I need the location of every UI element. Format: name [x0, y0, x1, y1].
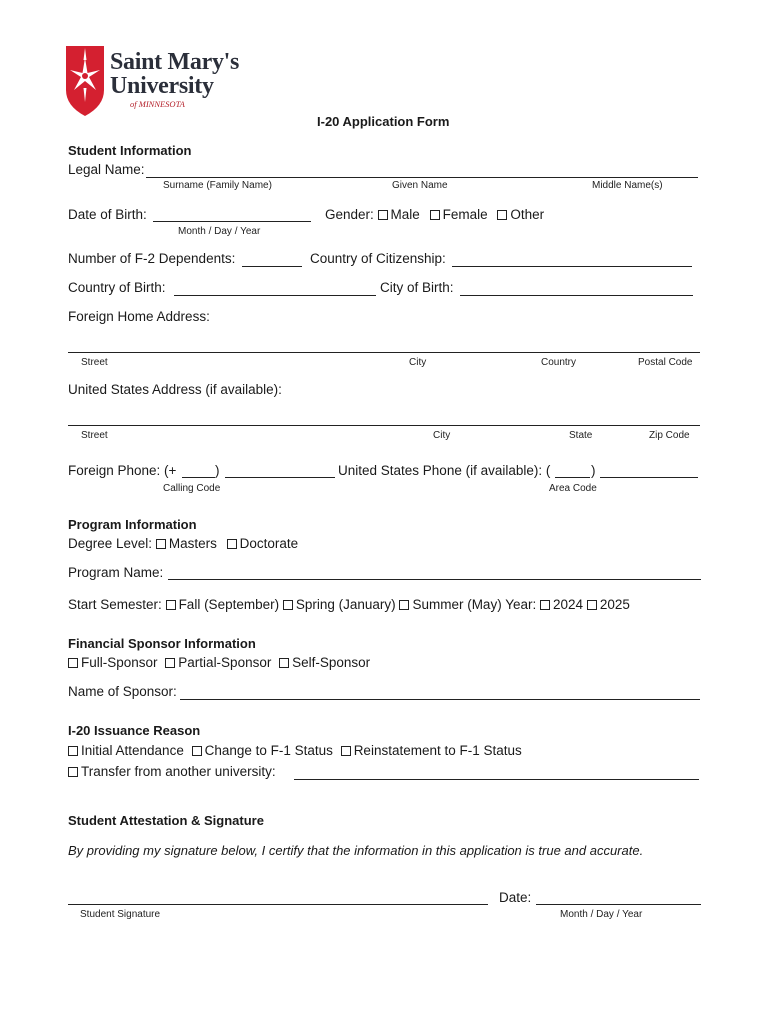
foreign-street-caption: Street	[81, 357, 108, 368]
checkbox-box[interactable]	[378, 210, 388, 220]
gender-female-checkbox[interactable]: Female	[430, 207, 488, 222]
us-city-caption: City	[433, 430, 451, 441]
form-title: I-20 Application Form	[317, 114, 450, 129]
dob-caption: Month / Day / Year	[178, 226, 261, 237]
issuance-group	[68, 743, 522, 758]
foreign-address-label: Foreign Home Address:	[68, 309, 210, 324]
student-info-heading: Student Information	[68, 143, 192, 158]
checkbox-box[interactable]	[68, 658, 78, 668]
foreign-phone-close: )	[215, 463, 220, 478]
checkbox-box[interactable]	[399, 600, 409, 610]
gender-male-checkbox[interactable]: Male	[378, 207, 420, 222]
logo-line2: University	[110, 73, 214, 99]
foreign-address-field[interactable]	[68, 352, 700, 353]
transfer-university-field[interactable]	[294, 779, 699, 780]
partial-sponsor-checkbox[interactable]: Partial-Sponsor	[165, 655, 271, 670]
birth-city-label: City of Birth:	[380, 280, 454, 295]
checkbox-box[interactable]	[68, 746, 78, 756]
semester-group	[68, 597, 630, 612]
checkbox-box[interactable]	[341, 746, 351, 756]
foreign-phone-field[interactable]	[225, 477, 335, 478]
degree-masters-checkbox[interactable]: Masters	[156, 536, 217, 551]
citizenship-label: Country of Citizenship:	[310, 251, 446, 266]
checkbox-box[interactable]	[192, 746, 202, 756]
us-address-field[interactable]	[68, 425, 700, 426]
sponsor-heading: Financial Sponsor Information	[68, 636, 256, 651]
full-sponsor-checkbox[interactable]: Full-Sponsor	[68, 655, 158, 670]
us-street-caption: Street	[81, 430, 108, 441]
birth-country-label: Country of Birth:	[68, 280, 166, 295]
legal-name-label: Legal Name:	[68, 162, 145, 177]
checkbox-box[interactable]	[497, 210, 507, 220]
checkbox-box[interactable]	[156, 539, 166, 549]
area-code-field[interactable]	[555, 477, 590, 478]
middle-name-caption: Middle Name(s)	[592, 180, 663, 191]
shield-star-icon	[66, 46, 104, 116]
reinstatement-checkbox[interactable]: Reinstatement to F-1 Status	[341, 743, 522, 758]
date-field[interactable]	[536, 904, 701, 905]
birth-city-field[interactable]	[460, 295, 693, 296]
foreign-postal-caption: Postal Code	[638, 357, 693, 368]
dependents-label: Number of F-2 Dependents:	[68, 251, 236, 266]
attestation-heading: Student Attestation & Signature	[68, 813, 264, 828]
signature-field[interactable]	[68, 904, 488, 905]
calling-code-field[interactable]	[182, 477, 215, 478]
transfer-checkbox[interactable]: Transfer from another university:	[68, 764, 276, 779]
sponsor-name-label: Name of Sponsor:	[68, 684, 177, 699]
birth-country-field[interactable]	[174, 295, 376, 296]
sponsor-name-field[interactable]	[180, 699, 700, 700]
date-caption: Month / Day / Year	[560, 909, 643, 920]
gender-other-checkbox[interactable]: Other	[497, 207, 544, 222]
dob-label: Date of Birth:	[68, 207, 147, 222]
issuance-heading: I-20 Issuance Reason	[68, 723, 201, 738]
checkbox-box[interactable]	[283, 600, 293, 610]
logo-line1: Saint Mary's	[110, 49, 240, 75]
checkbox-box[interactable]	[166, 600, 176, 610]
checkbox-box[interactable]	[540, 600, 550, 610]
logo-line3: of MINNESOTA	[130, 99, 185, 109]
degree-label: Degree Level:	[68, 536, 153, 551]
gender-group	[325, 207, 544, 222]
program-info-heading: Program Information	[68, 517, 197, 532]
us-phone-close: )	[591, 463, 596, 478]
signature-caption: Student Signature	[80, 909, 161, 920]
us-zip-caption: Zip Code	[649, 430, 690, 441]
program-name-label: Program Name:	[68, 565, 164, 580]
checkbox-box[interactable]	[279, 658, 289, 668]
year-label: Year:	[505, 597, 537, 612]
university-logo	[66, 46, 266, 118]
checkbox-box[interactable]	[430, 210, 440, 220]
sponsor-group	[68, 655, 370, 670]
checkbox-box[interactable]	[68, 767, 78, 777]
dependents-field[interactable]	[242, 266, 302, 267]
semester-fall-checkbox[interactable]: Fall (September)	[166, 597, 280, 612]
us-phone-field[interactable]	[600, 477, 698, 478]
semester-summer-checkbox[interactable]: Summer (May)	[399, 597, 501, 612]
foreign-country-caption: Country	[541, 357, 577, 368]
semester-spring-checkbox[interactable]: Spring (January)	[283, 597, 396, 612]
semester-label: Start Semester:	[68, 597, 162, 612]
attestation-statement: By providing my signature below, I certify that the information in this application is true and accurate.	[68, 843, 644, 858]
us-address-label: United States Address (if available):	[68, 382, 282, 397]
transfer-group	[68, 764, 276, 779]
initial-attendance-checkbox[interactable]: Initial Attendance	[68, 743, 184, 758]
self-sponsor-checkbox[interactable]: Self-Sponsor	[279, 655, 370, 670]
year-2025-checkbox[interactable]: 2025	[587, 597, 630, 612]
checkbox-box[interactable]	[587, 600, 597, 610]
gender-label: Gender:	[325, 207, 374, 222]
foreign-phone-label: Foreign Phone: (+	[68, 463, 177, 478]
us-phone-label: United States Phone (if available): (	[338, 463, 551, 478]
program-name-field[interactable]	[168, 579, 701, 580]
checkbox-box[interactable]	[165, 658, 175, 668]
dob-field[interactable]	[153, 221, 311, 222]
surname-caption: Surname (Family Name)	[163, 180, 272, 191]
given-name-caption: Given Name	[392, 180, 448, 191]
degree-doctorate-checkbox[interactable]: Doctorate	[227, 536, 299, 551]
calling-code-caption: Calling Code	[163, 483, 221, 494]
change-status-checkbox[interactable]: Change to F-1 Status	[192, 743, 333, 758]
year-2024-checkbox[interactable]: 2024	[540, 597, 583, 612]
legal-name-field[interactable]	[146, 177, 698, 178]
degree-group	[68, 536, 298, 551]
area-code-caption: Area Code	[549, 483, 597, 494]
checkbox-box[interactable]	[227, 539, 237, 549]
citizenship-field[interactable]	[452, 266, 692, 267]
us-state-caption: State	[569, 430, 593, 441]
date-label: Date:	[499, 890, 532, 905]
foreign-city-caption: City	[409, 357, 427, 368]
